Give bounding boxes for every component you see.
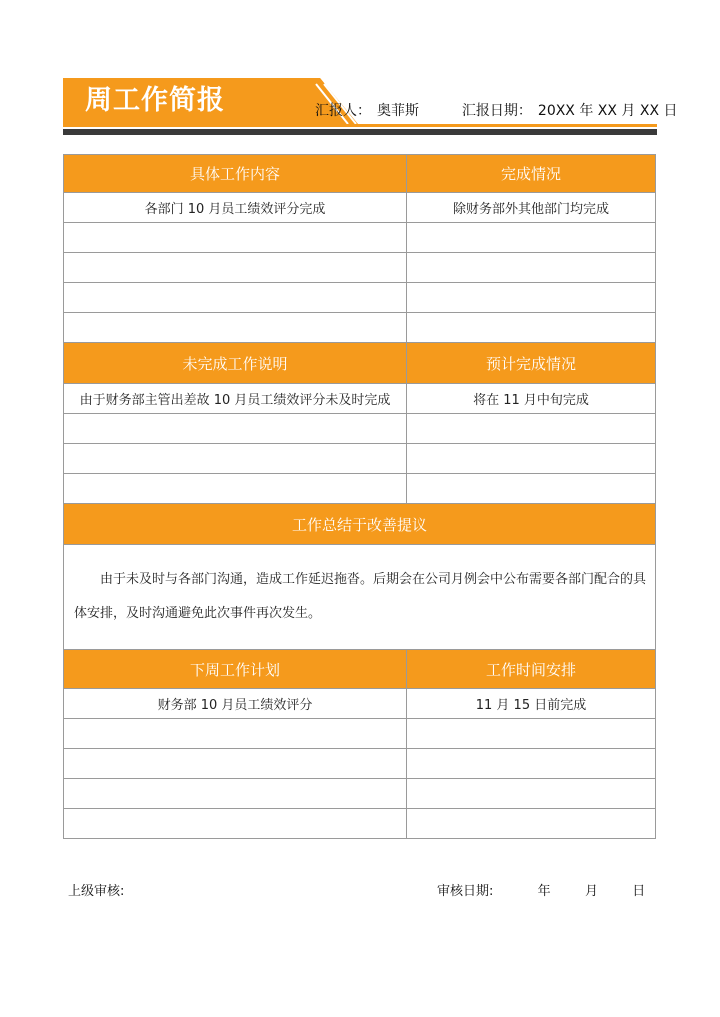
column-header: 完成情况 [407, 155, 656, 193]
table-cell[interactable] [64, 444, 407, 474]
table-row [64, 414, 656, 444]
table-cell[interactable] [407, 474, 656, 504]
table-row [64, 193, 656, 223]
table-cell[interactable] [64, 809, 407, 839]
column-header: 工作时间安排 [407, 650, 656, 689]
unfinished-section-header [64, 343, 656, 384]
table-cell[interactable] [407, 283, 656, 313]
table-cell[interactable] [407, 444, 656, 474]
table-row [64, 283, 656, 313]
table-row [64, 779, 656, 809]
table-cell[interactable] [64, 719, 407, 749]
header-rule-accent [63, 124, 657, 127]
table-cell[interactable]: 将在 11 月中旬完成 [407, 384, 656, 414]
summary-row [64, 545, 656, 650]
report-date-value: 20XX 年 XX 月 XX 日 [537, 103, 678, 119]
supervisor-label: 上级审核: [68, 884, 125, 899]
table-cell[interactable]: 各部门 10 月员工绩效评分完成 [64, 193, 407, 223]
review-date [437, 880, 645, 899]
review-year-label: 年 [537, 884, 551, 899]
supervisor-review [68, 880, 124, 899]
table-row [64, 253, 656, 283]
column-header: 工作总结于改善提议 [64, 504, 656, 545]
header-rule-dark [63, 129, 657, 135]
summary-section-header [64, 504, 656, 545]
table-cell[interactable] [407, 719, 656, 749]
table-cell[interactable] [407, 414, 656, 444]
table-row [64, 313, 656, 343]
report-meta [315, 100, 684, 120]
table-cell[interactable]: 11 月 15 日前完成 [407, 689, 656, 719]
summary-text[interactable]: 由于未及时与各部门沟通，造成工作延迟拖沓。后期会在公司月例会中公布需要各部门配合的具体安排，及时沟通避免此次事件再次发生。 [64, 545, 656, 650]
table-cell[interactable] [64, 253, 407, 283]
table-row [64, 444, 656, 474]
table-row [64, 749, 656, 779]
review-month-label: 月 [584, 884, 598, 899]
weekly-report-table [63, 154, 656, 839]
table-cell[interactable] [64, 414, 407, 444]
review-date-label: 审核日期: [437, 884, 494, 899]
table-cell[interactable] [64, 313, 407, 343]
table-row [64, 474, 656, 504]
table-cell[interactable] [407, 749, 656, 779]
table-cell[interactable] [407, 223, 656, 253]
work-section-header [64, 155, 656, 193]
column-header: 具体工作内容 [64, 155, 407, 193]
table-cell[interactable] [64, 779, 407, 809]
reporter-name: 奥菲斯 [377, 103, 419, 119]
report-date-label: 汇报日期： [461, 103, 532, 119]
table-row [64, 384, 656, 414]
column-header: 预计完成情况 [407, 343, 656, 384]
column-header: 下周工作计划 [64, 650, 407, 689]
table-cell[interactable] [407, 313, 656, 343]
table-cell[interactable] [407, 253, 656, 283]
report-header [63, 78, 678, 133]
table-cell[interactable]: 由于财务部主管出差故 10 月员工绩效评分未及时完成 [64, 384, 407, 414]
review-day-label: 日 [632, 884, 646, 899]
plan-section-header [64, 650, 656, 689]
table-row [64, 223, 656, 253]
table-cell[interactable] [407, 809, 656, 839]
table-cell[interactable] [64, 749, 407, 779]
table-cell[interactable] [64, 474, 407, 504]
column-header: 未完成工作说明 [64, 343, 407, 384]
table-cell[interactable] [407, 779, 656, 809]
table-cell[interactable]: 财务部 10 月员工绩效评分 [64, 689, 407, 719]
page-title: 周工作简报 [63, 78, 263, 124]
table-cell[interactable]: 除财务部外其他部门均完成 [407, 193, 656, 223]
table-cell[interactable] [64, 223, 407, 253]
table-row [64, 689, 656, 719]
table-row [64, 809, 656, 839]
reporter-label: 汇报人： [315, 103, 371, 119]
table-row [64, 719, 656, 749]
table-cell[interactable] [64, 283, 407, 313]
